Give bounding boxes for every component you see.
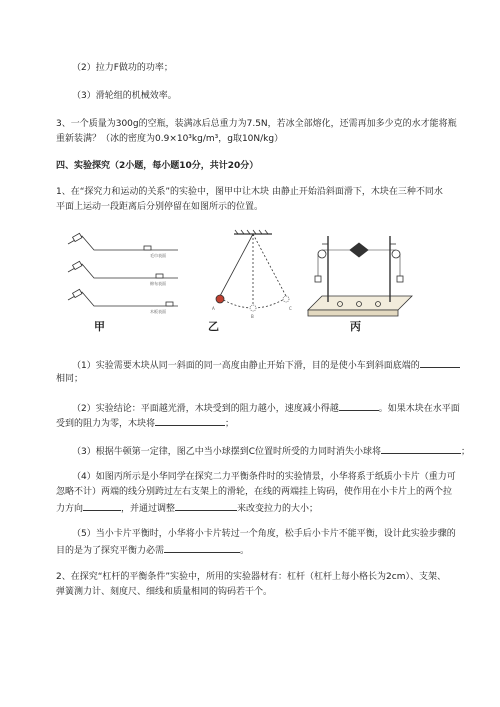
answer-blank-7[interactable] bbox=[164, 543, 240, 553]
question-3-line-1: 3、一个质量为300g的空瓶，装满冰后总重力为7.5N，若冰全部熔化，还需再加多少克的水才能将瓶 bbox=[56, 119, 457, 129]
answer-blank-1[interactable] bbox=[420, 358, 460, 368]
experiment-1-q2-line-2 bbox=[56, 416, 234, 430]
figure-label-yi: 乙 bbox=[208, 320, 219, 333]
experiment-1-q1-line-1 bbox=[72, 358, 460, 372]
experiment-2-intro-1: 2、在探究“杠杆的平衡条件”实验中，所用的实验器材有：杠杆（杠杆上每小格长为2cm）、支架、 bbox=[56, 572, 446, 582]
experiment-1-q4-line-2: 忽略不计）两端的线分别跨过左右支架上的滑轮，在线的两端挂上钩码，使作用在小卡片上的两个拉 bbox=[56, 487, 453, 497]
experiment-1-q2-line-1 bbox=[72, 401, 460, 415]
surface-label-wood: 木板表面 bbox=[150, 309, 166, 314]
experiment-1-intro-2: 平面上运动一段距离后分别停留在如图所示的位置。 bbox=[56, 202, 264, 212]
figure-label-jia: 甲 bbox=[94, 320, 105, 333]
answer-blank-2[interactable] bbox=[339, 401, 379, 411]
experiment-1-q3-line bbox=[72, 444, 470, 458]
q3-text: （3）根据牛顿第一定律，图乙中当小球摆到C位置时所受的力同时消失小球将 bbox=[72, 447, 382, 457]
surface-label-towel: 毛巾表面 bbox=[150, 253, 166, 258]
experiment-1-q5-line-2 bbox=[56, 543, 249, 557]
figure-label-bing: 丙 bbox=[350, 320, 361, 333]
q5-text: 目的是为了探究平衡力必需 bbox=[56, 546, 165, 556]
answer-blank-4[interactable] bbox=[381, 444, 461, 454]
q4-text-3: 来改变拉力的大小； bbox=[237, 504, 319, 514]
experiment-1-q4-line-3 bbox=[56, 501, 318, 515]
experiment-1-q4-line-1: （4）如图丙所示是小华同学在探究二力平衡条件时的实验情景，小华将系于纸质小卡片（重力可 bbox=[72, 472, 456, 482]
point-a-label: A bbox=[212, 306, 215, 311]
q2-text-start: （2）实验结论：平面越光滑，木块受到的阻力越小，速度减小得越 bbox=[72, 404, 339, 414]
question-2-part-3: （3）滑轮组的机械效率。 bbox=[72, 91, 177, 101]
figure-bing-apparatus bbox=[308, 236, 412, 316]
point-b-label: B bbox=[251, 314, 254, 319]
figure-jia-ramps bbox=[68, 233, 178, 306]
experiment-1-q5-line-1: （5）当小卡片平衡时，小华将小卡片转过一个角度，松手后小卡片不能平衡，设计此实验步骤的 bbox=[72, 529, 456, 539]
answer-blank-5[interactable] bbox=[83, 501, 121, 511]
question-3-line-2: 重新装满？（冰的密度为0.9×10³kg/m³，g取10N/kg） bbox=[56, 134, 284, 144]
experiment-2-intro-2: 弹簧测力计、刻度尺、细线和质量相同的钩码若干个。 bbox=[56, 587, 273, 597]
experiment-1-intro-1: 1、在“探究力和运动的关系”的实验中，图甲中让木块 由静止开始沿斜面滑下，木块在三种不同水 bbox=[56, 187, 443, 197]
q4-text-1: 力方向 bbox=[56, 504, 84, 514]
figure-yi-pendulum bbox=[216, 230, 289, 311]
q2-text-end: 。如果木块在水平面 bbox=[378, 404, 460, 414]
section-heading: 四、实验探究（2小题，每小题10分，共计20分） bbox=[56, 161, 259, 171]
point-c-label: C bbox=[289, 306, 292, 311]
q1-text: （1）实验需要木块从同一斜面的同一高度由静止开始下滑，目的是使小车到斜面底端的 bbox=[72, 361, 420, 371]
answer-blank-6[interactable] bbox=[175, 501, 237, 511]
q5-tail: 。 bbox=[240, 546, 250, 556]
experiment-1-q1-line-2: 相同； bbox=[56, 374, 84, 384]
q4-text-2: ，并通过调整 bbox=[121, 504, 176, 514]
q2-text-cont: 受到的阻力为零，木块将 bbox=[56, 419, 156, 429]
q2-text-tail: ； bbox=[225, 419, 235, 429]
answer-blank-3[interactable] bbox=[155, 416, 225, 426]
experiment-figure bbox=[60, 226, 420, 338]
question-2-part-2: （2）拉力F做功的功率； bbox=[72, 63, 173, 73]
q3-tail: ； bbox=[461, 447, 471, 457]
surface-label-cotton: 棉布表面 bbox=[150, 281, 166, 286]
